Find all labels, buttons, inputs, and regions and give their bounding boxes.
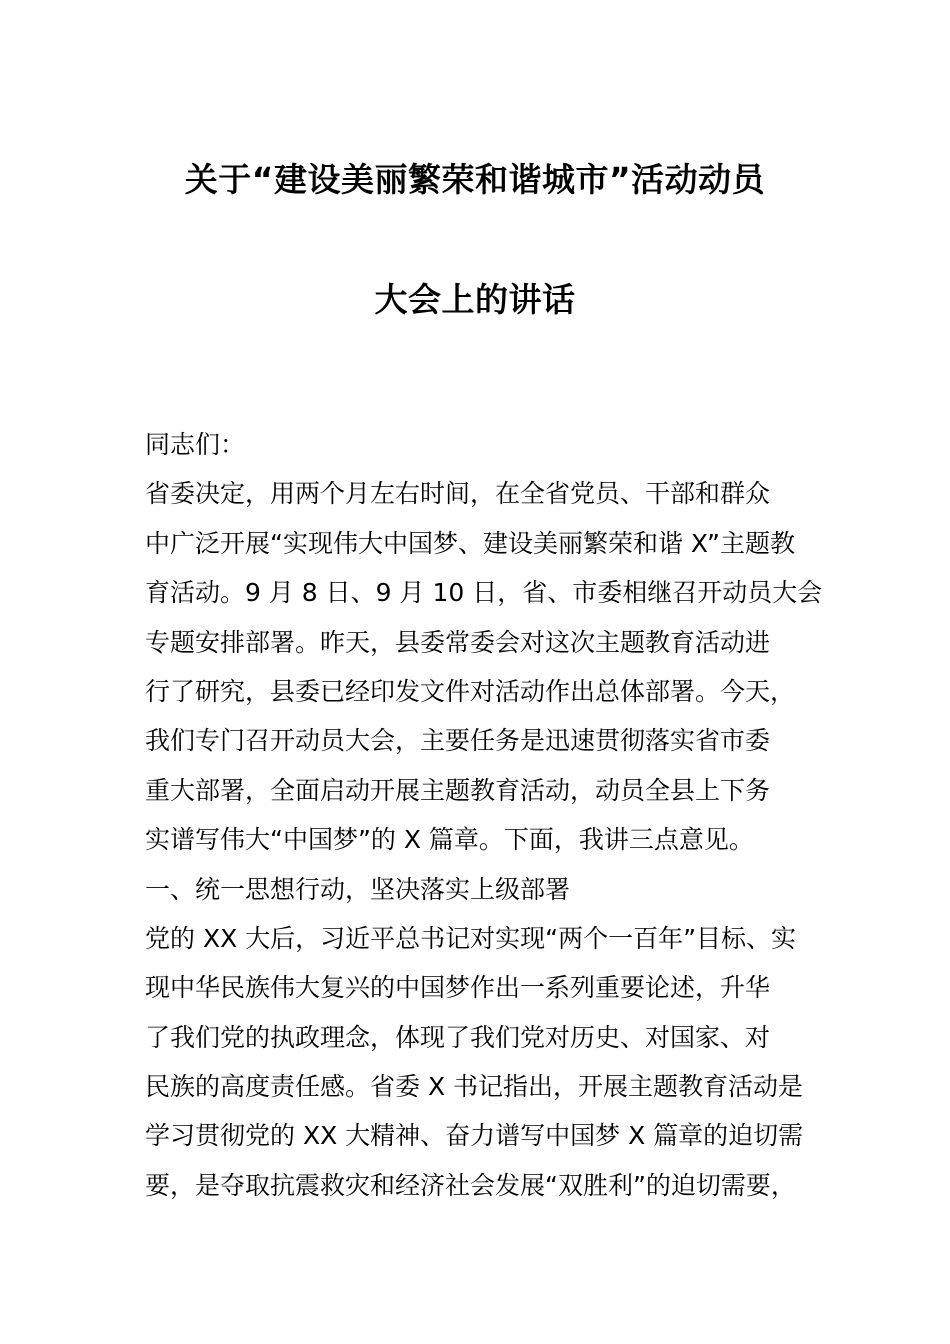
- paragraph-line: 我们专门召开动员大会，主要任务是迅速贯彻落实省市委: [145, 726, 771, 756]
- paragraph-line: 专题安排部署。昨天，县委常委会对这次主题教育活动进: [145, 627, 771, 657]
- document-title-line-1: 关于“建设美丽繁荣和谐城市”活动动员: [184, 160, 766, 199]
- paragraph-line: 民族的高度责任感。省委 X 书记指出，开展主题教育活动是: [145, 1072, 804, 1102]
- greeting-line: 同志们：: [145, 430, 246, 459]
- paragraph-line: 学习贯彻党的 XX 大精神、奋力谱写中国梦 X 篇章的迫切需: [145, 1121, 804, 1151]
- paragraph-line: 实谱写伟大“中国梦”的 X 篇章。下面，我讲三点意见。: [145, 825, 754, 855]
- document-title-line-2: 大会上的讲话: [374, 280, 576, 319]
- paragraph-line: 要，是夺取抗震救灾和经济社会发展“双胜利”的迫切需要，: [145, 1170, 796, 1200]
- document-body: [145, 420, 825, 1210]
- paragraph-line: 重大部署，全面启动开展主题教育活动，动员全县上下务: [145, 775, 771, 805]
- paragraph-line: 省委决定，用两个月左右时间，在全省党员、干部和群众: [145, 479, 771, 509]
- paragraph-line: 了我们党的执政理念，体现了我们党对历史、对国家、对: [145, 1022, 771, 1052]
- paragraph-line: 行了研究，县委已经印发文件对活动作出总体部署。今天，: [145, 676, 796, 706]
- section-heading: 一、统一思想行动，坚决落实上级部署: [145, 874, 571, 904]
- paragraph-line: 现中华民族伟大复兴的中国梦作出一系列重要论述，升华: [145, 973, 771, 1003]
- paragraph-line: 中广泛开展“实现伟大中国梦、建设美丽繁荣和谐 X”主题教: [145, 528, 795, 558]
- paragraph-line: 育活动。9 月 8 日、9 月 10 日，省、市委相继召开动员大会: [145, 578, 823, 608]
- paragraph-line: 党的 XX 大后，习近平总书记对实现“两个一百年”目标、实: [145, 923, 797, 953]
